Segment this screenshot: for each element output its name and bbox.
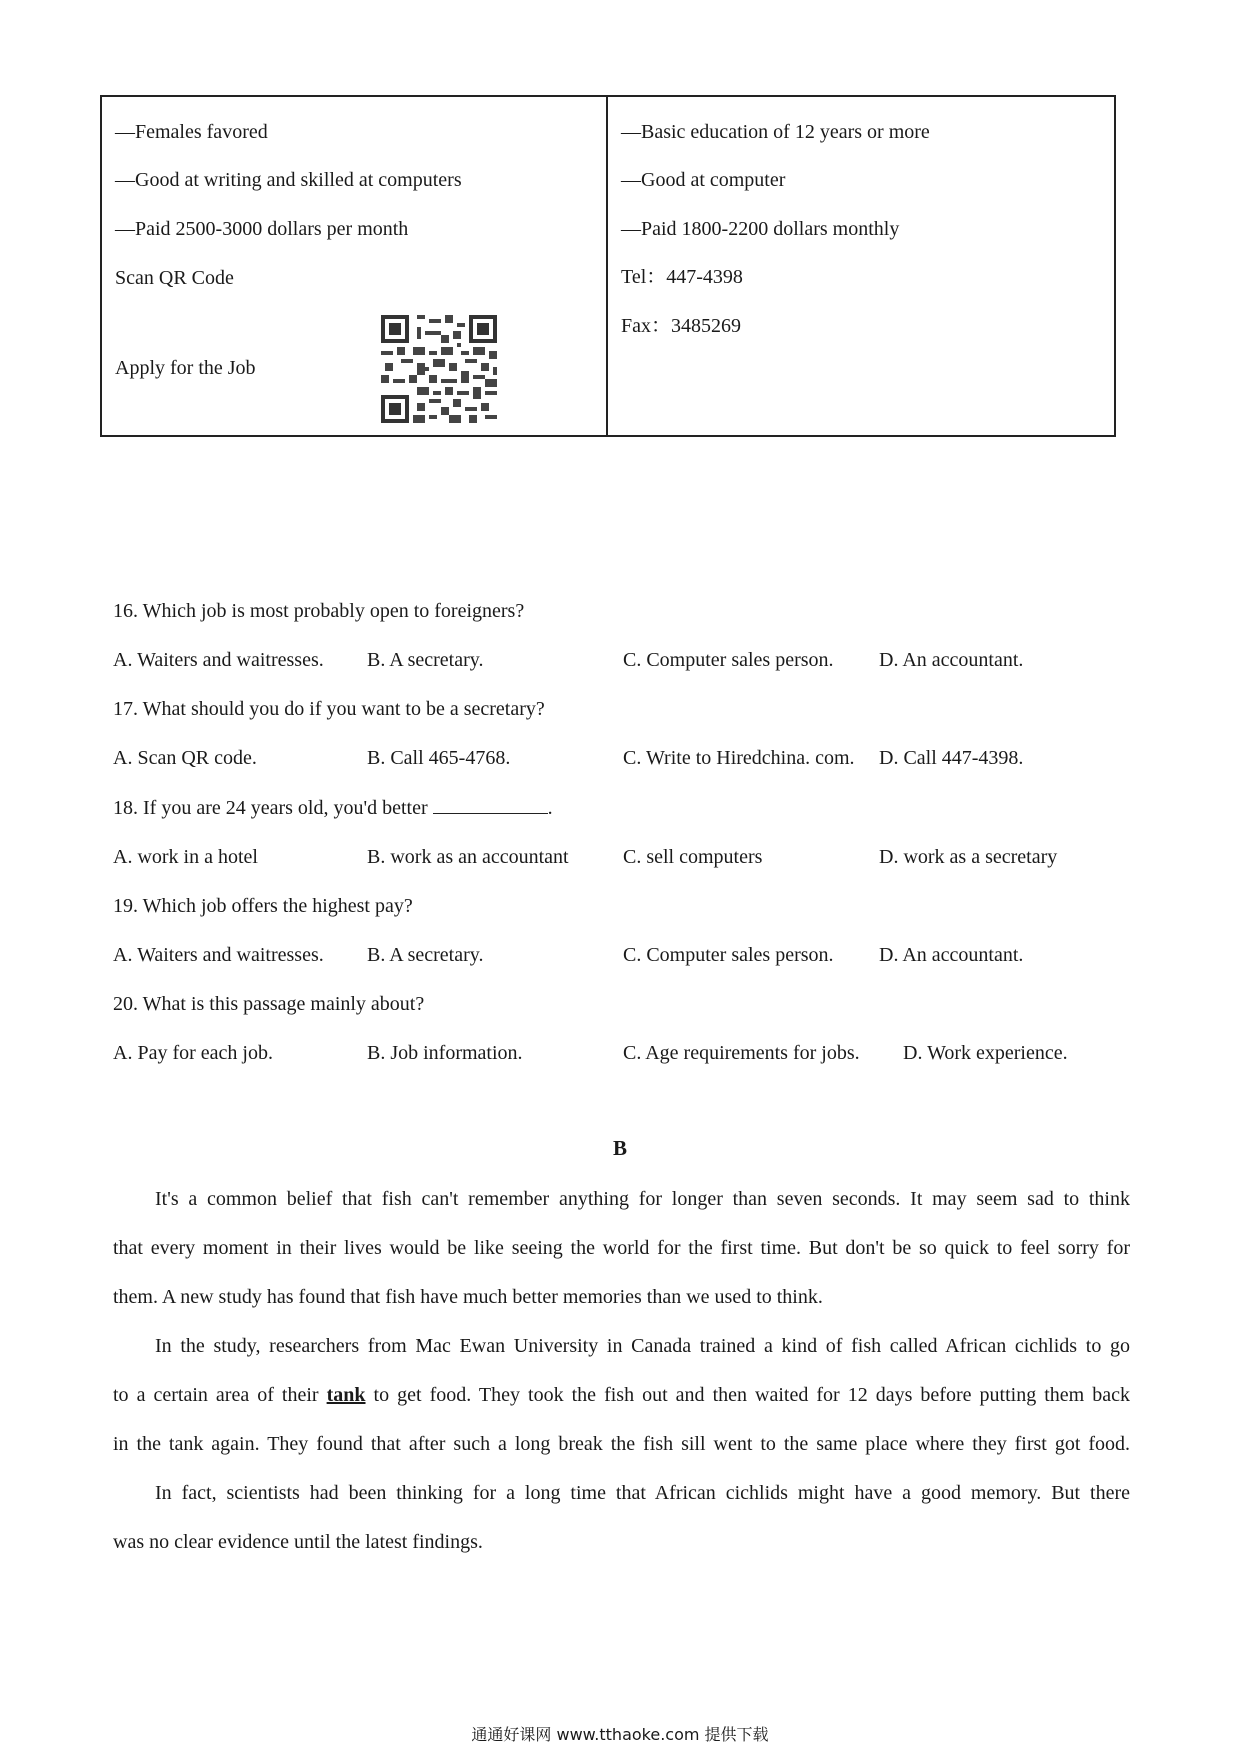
- ad-line: —Females favored: [115, 121, 268, 143]
- option-d: D. Work experience.: [903, 1042, 1068, 1064]
- passage-line: that every moment in their lives would be like seeing the world for the first time. But don't be so quick to feel sorry for: [113, 1237, 1130, 1259]
- question-stem-end: .: [547, 797, 553, 819]
- section-title: B: [612, 1136, 627, 1160]
- option-a: A. Waiters and waitresses.: [113, 649, 324, 671]
- ad-line: —Good at computer: [621, 169, 786, 191]
- ad-line: Tel：447-4398: [621, 266, 743, 288]
- job-ad-table: [100, 95, 1116, 437]
- question-stem: 16. Which job is most probably open to foreigners?: [113, 600, 525, 622]
- passage-line: It's a common belief that fish can't remember anything for longer than seven seconds. It may seem sad to think: [155, 1188, 1130, 1210]
- question-stem: 17. What should you do if you want to be a secretary?: [113, 698, 545, 720]
- option-d: D. An accountant.: [879, 944, 1024, 966]
- option-c: C. Computer sales person.: [623, 649, 834, 671]
- option-d: D. Call 447-4398.: [879, 747, 1024, 769]
- ad-line: Apply for the Job: [115, 357, 256, 379]
- ad-line: Fax：3485269: [621, 315, 741, 337]
- option-a: A. Waiters and waitresses.: [113, 944, 324, 966]
- answer-blank: [433, 795, 548, 814]
- option-b: B. A secretary.: [367, 944, 484, 966]
- ad-line: —Basic education of 12 years or more: [621, 121, 930, 143]
- option-b: B. Job information.: [367, 1042, 523, 1064]
- passage-text: to get food. They took the fish out and then waited for 12 days before putting them back: [373, 1384, 1130, 1406]
- option-c: C. Computer sales person.: [623, 944, 834, 966]
- question-stem-text: 18. If you are 24 years old, you'd better: [113, 797, 428, 819]
- option-c: C. Age requirements for jobs.: [623, 1042, 860, 1064]
- ad-line: —Good at writing and skilled at computers: [115, 169, 462, 191]
- passage-line: in the tank again. They found that after such a long break the fish sill went to the same place where they first got food.: [113, 1433, 1130, 1455]
- passage-line: In the study, researchers from Mac Ewan University in Canada trained a kind of fish called African cichlids to go: [155, 1335, 1130, 1357]
- option-c: C. Write to Hiredchina. com.: [623, 747, 855, 769]
- option-a: A. work in a hotel: [113, 846, 258, 868]
- ad-column-secretary: [102, 97, 608, 435]
- ad-line: —Paid 2500-3000 dollars per month: [115, 218, 409, 240]
- question-stem: 19. Which job offers the highest pay?: [113, 895, 413, 917]
- passage-line: In fact, scientists had been thinking for a long time that African cichlids might have a good memory. But there: [155, 1482, 1130, 1504]
- option-a: A. Scan QR code.: [113, 747, 257, 769]
- question-stem: 20. What is this passage mainly about?: [113, 993, 425, 1015]
- option-c: C. sell computers: [623, 846, 763, 868]
- option-a: A. Pay for each job.: [113, 1042, 273, 1064]
- qr-code-icon[interactable]: [377, 310, 501, 428]
- ad-line: Scan QR Code: [115, 267, 234, 289]
- passage-line: [113, 1383, 1130, 1407]
- option-b: B. A secretary.: [367, 649, 484, 671]
- question-stem-with-blank: [113, 795, 553, 820]
- option-d: D. work as a secretary: [879, 846, 1058, 868]
- option-b: B. Call 465-4768.: [367, 747, 511, 769]
- option-b: B. work as an accountant: [367, 846, 569, 868]
- ad-column-computer-sales: [608, 97, 1114, 435]
- passage-line: them. A new study has found that fish have much better memories than we used to think.: [113, 1286, 823, 1308]
- passage-line: was no clear evidence until the latest findings.: [113, 1531, 483, 1553]
- highlighted-word: tank: [326, 1384, 366, 1406]
- page-footer: 通通好课网 www.tthaoke.com 提供下载: [471, 1725, 769, 1744]
- option-d: D. An accountant.: [879, 649, 1024, 671]
- ad-line: —Paid 1800-2200 dollars monthly: [621, 218, 900, 240]
- passage-text: to a certain area of their: [113, 1384, 319, 1406]
